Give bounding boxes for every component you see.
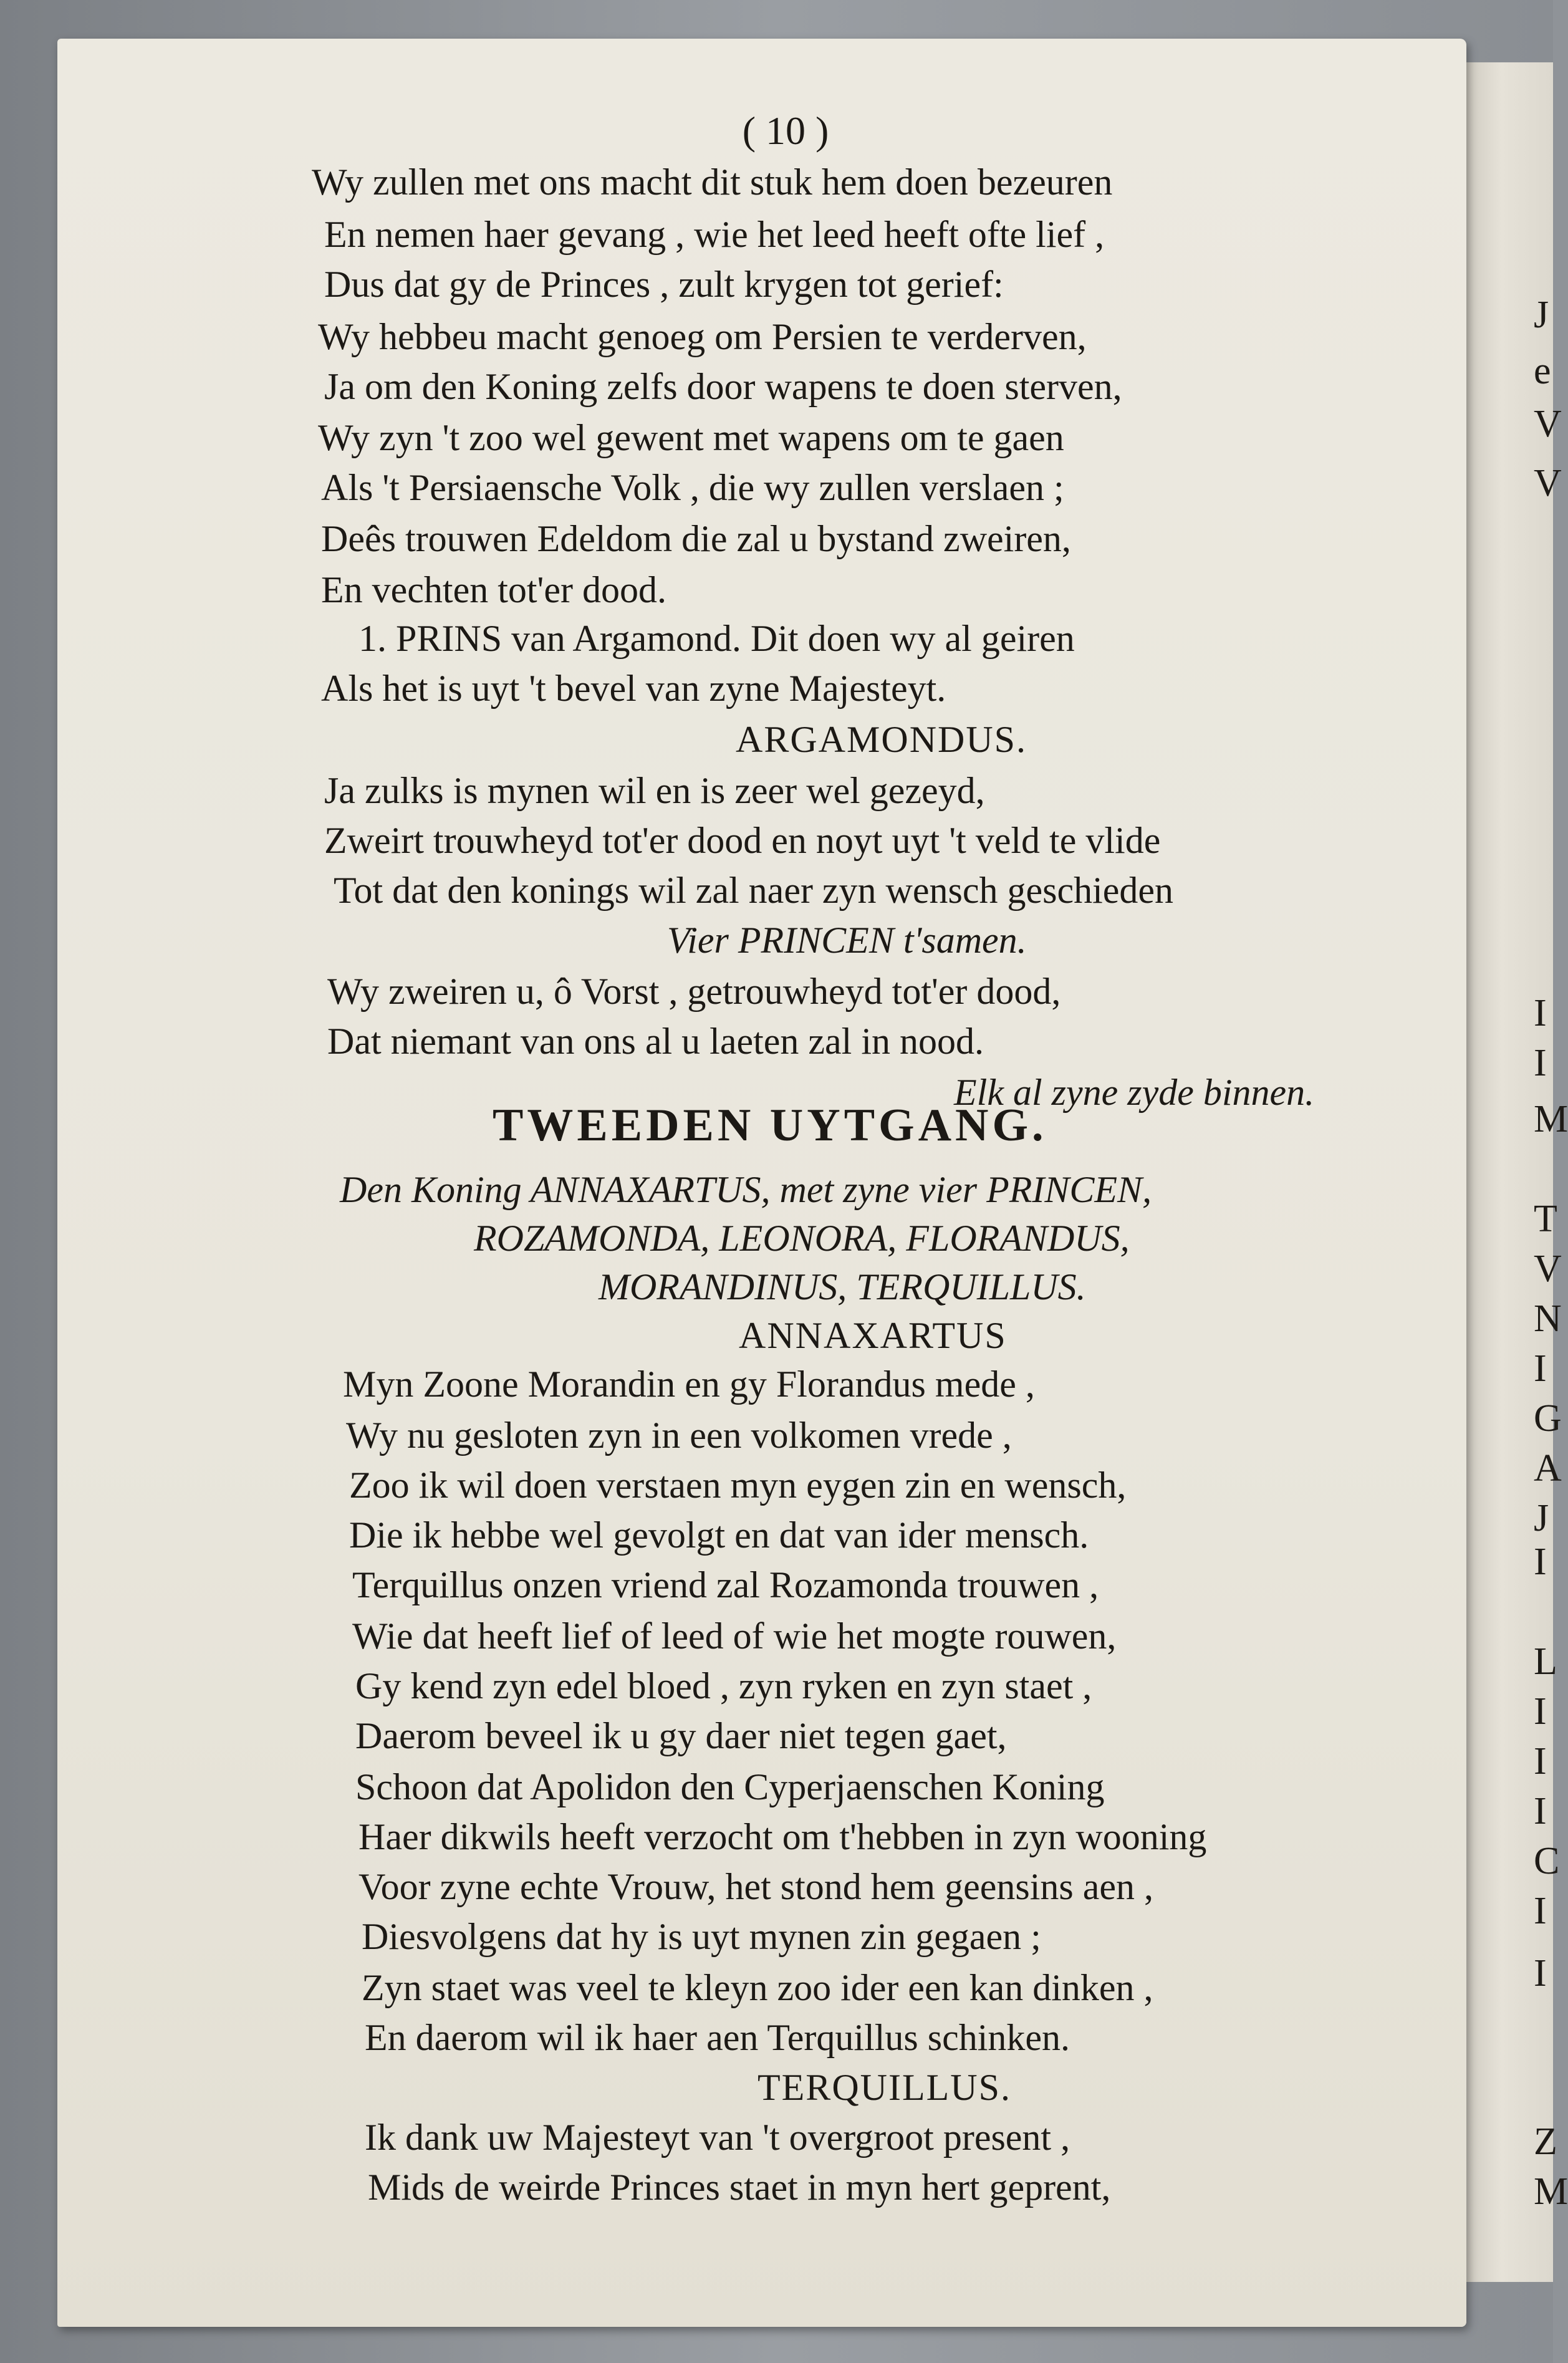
act-heading: TWEEDEN UYTGANG. xyxy=(493,1100,1047,1151)
verse-line: Zweirt trouwheyd tot'er dood en noyt uyt 't veld te vlide xyxy=(324,820,1161,861)
page-number: ( 10 ) xyxy=(742,108,829,153)
facing-page-letter: I xyxy=(1534,1790,1547,1832)
verse-line: Ik dank uw Majesteyt van 't overgroot present , xyxy=(365,2117,1070,2158)
facing-page-letter: A xyxy=(1534,1447,1562,1490)
facing-page-letter: V xyxy=(1534,462,1562,504)
verse-line: En daerom wil ik haer aen Terquillus schinken. xyxy=(365,2017,1070,2058)
verse-line: En vechten tot'er dood. xyxy=(321,569,666,610)
verse-line: Wy zweiren u, ô Vorst , getrouwheyd tot'er dood, xyxy=(327,971,1061,1012)
facing-page-letter: C xyxy=(1534,1840,1560,1882)
verse-line: Als 't Persiaensche Volk , die wy zullen verslaen ; xyxy=(321,467,1064,508)
verse-line: 1. PRINS van Argamond. Dit doen wy al geiren xyxy=(358,618,1075,659)
verse-line: Terquillus onzen vriend zal Rozamonda trouwen , xyxy=(352,1564,1099,1605)
facing-page-letter: M xyxy=(1534,2170,1568,2213)
facing-page-letter: I xyxy=(1534,1740,1547,1783)
verse-line: Zoo ik wil doen verstaen myn eygen zin en wensch, xyxy=(349,1465,1127,1506)
verse-line: Wy hebbeu macht genoeg om Persien te verderven, xyxy=(318,316,1087,357)
verse-line: Tot dat den konings wil zal naer zyn wensch geschieden xyxy=(334,870,1174,911)
facing-page-letter: I xyxy=(1534,1690,1547,1733)
stage-direction: Vier PRINCEN t'samen. xyxy=(667,920,1027,961)
verse-line: Wy nu gesloten zyn in een volkomen vrede , xyxy=(346,1415,1012,1456)
speaker-name: ANNAXARTUS xyxy=(739,1315,1007,1356)
facing-page-letter: I xyxy=(1534,1952,1547,1995)
facing-page-letter: I xyxy=(1534,1541,1547,1583)
facing-page-letter: I xyxy=(1534,1347,1547,1390)
verse-line: Mids de weirde Princes staet in myn hert geprent, xyxy=(368,2167,1111,2208)
stage-direction: Den Koning ANNAXARTUS, met zyne vier PRINCEN, xyxy=(340,1169,1152,1210)
facing-page-letter: I xyxy=(1534,1890,1547,1932)
facing-page-letter: V xyxy=(1534,403,1562,445)
verse-line: Als het is uyt 't bevel van zyne Majesteyt. xyxy=(321,668,946,709)
facing-page-letter: M xyxy=(1534,1098,1568,1140)
verse-line: Wie dat heeft lief of leed of wie het mogte rouwen, xyxy=(352,1615,1117,1657)
stage-direction: ROZAMONDA, LEONORA, FLORANDUS, xyxy=(474,1218,1130,1259)
verse-line: Myn Zoone Morandin en gy Florandus mede , xyxy=(343,1364,1035,1405)
facing-page-letter: e xyxy=(1534,350,1551,392)
facing-page-edge xyxy=(1466,62,1568,2282)
verse-line: Dat niemant van ons al u laeten zal in nood. xyxy=(327,1021,984,1062)
verse-line: Haer dikwils heeft verzocht om t'hebben in zyn wooning xyxy=(358,1816,1207,1857)
verse-line: Wy zullen met ons macht dit stuk hem doen bezeuren xyxy=(312,161,1113,203)
verse-line: Dus dat gy de Princes , zult krygen tot gerief: xyxy=(324,264,1004,305)
facing-page-letter: L xyxy=(1534,1640,1557,1683)
stage-direction: Elk al zyne zyde binnen. xyxy=(954,1072,1315,1113)
speaker-name: ARGAMONDUS. xyxy=(736,719,1027,760)
verse-line: Deês trouwen Edeldom die zal u bystand zweiren, xyxy=(321,518,1071,559)
facing-page-letter: I xyxy=(1534,1042,1547,1084)
verse-line: Schoon dat Apolidon den Cyperjaenschen Koning xyxy=(355,1766,1105,1807)
verse-line: En nemen haer gevang , wie het leed heeft ofte lief , xyxy=(324,214,1105,255)
verse-line: Die ik hebbe wel gevolgt en dat van ider mensch. xyxy=(349,1514,1089,1556)
facing-page-letter: G xyxy=(1534,1397,1562,1440)
facing-page-letter: Z xyxy=(1534,2120,1557,2163)
verse-line: Daerom beveel ik u gy daer niet tegen gaet, xyxy=(355,1715,1007,1756)
verse-line: Diesvolgens dat hy is uyt mynen zin gegaen ; xyxy=(362,1916,1041,1957)
verse-line: Gy kend zyn edel bloed , zyn ryken en zyn staet , xyxy=(355,1665,1092,1706)
facing-page-letter: I xyxy=(1534,992,1547,1034)
speaker-name: TERQUILLUS. xyxy=(758,2067,1011,2108)
verse-line: Zyn staet was veel te kleyn zoo ider een kan dinken , xyxy=(362,1967,1153,2008)
facing-page-letter: J xyxy=(1534,1497,1549,1539)
verse-line: Ja zulks is mynen wil en is zeer wel gezeyd, xyxy=(324,770,985,811)
facing-page-letter: T xyxy=(1534,1198,1557,1240)
verse-line: Wy zyn 't zoo wel gewent met wapens om te gaen xyxy=(318,417,1064,458)
facing-page-letter: J xyxy=(1534,294,1549,336)
verse-line: Voor zyne echte Vrouw, het stond hem geensins aen , xyxy=(358,1866,1153,1907)
facing-page-letter: N xyxy=(1534,1297,1562,1340)
stage-direction: MORANDINUS, TERQUILLUS. xyxy=(599,1266,1086,1307)
facing-page-letter: V xyxy=(1534,1248,1562,1290)
verse-line: Ja om den Koning zelfs door wapens te doen sterven, xyxy=(324,366,1122,407)
